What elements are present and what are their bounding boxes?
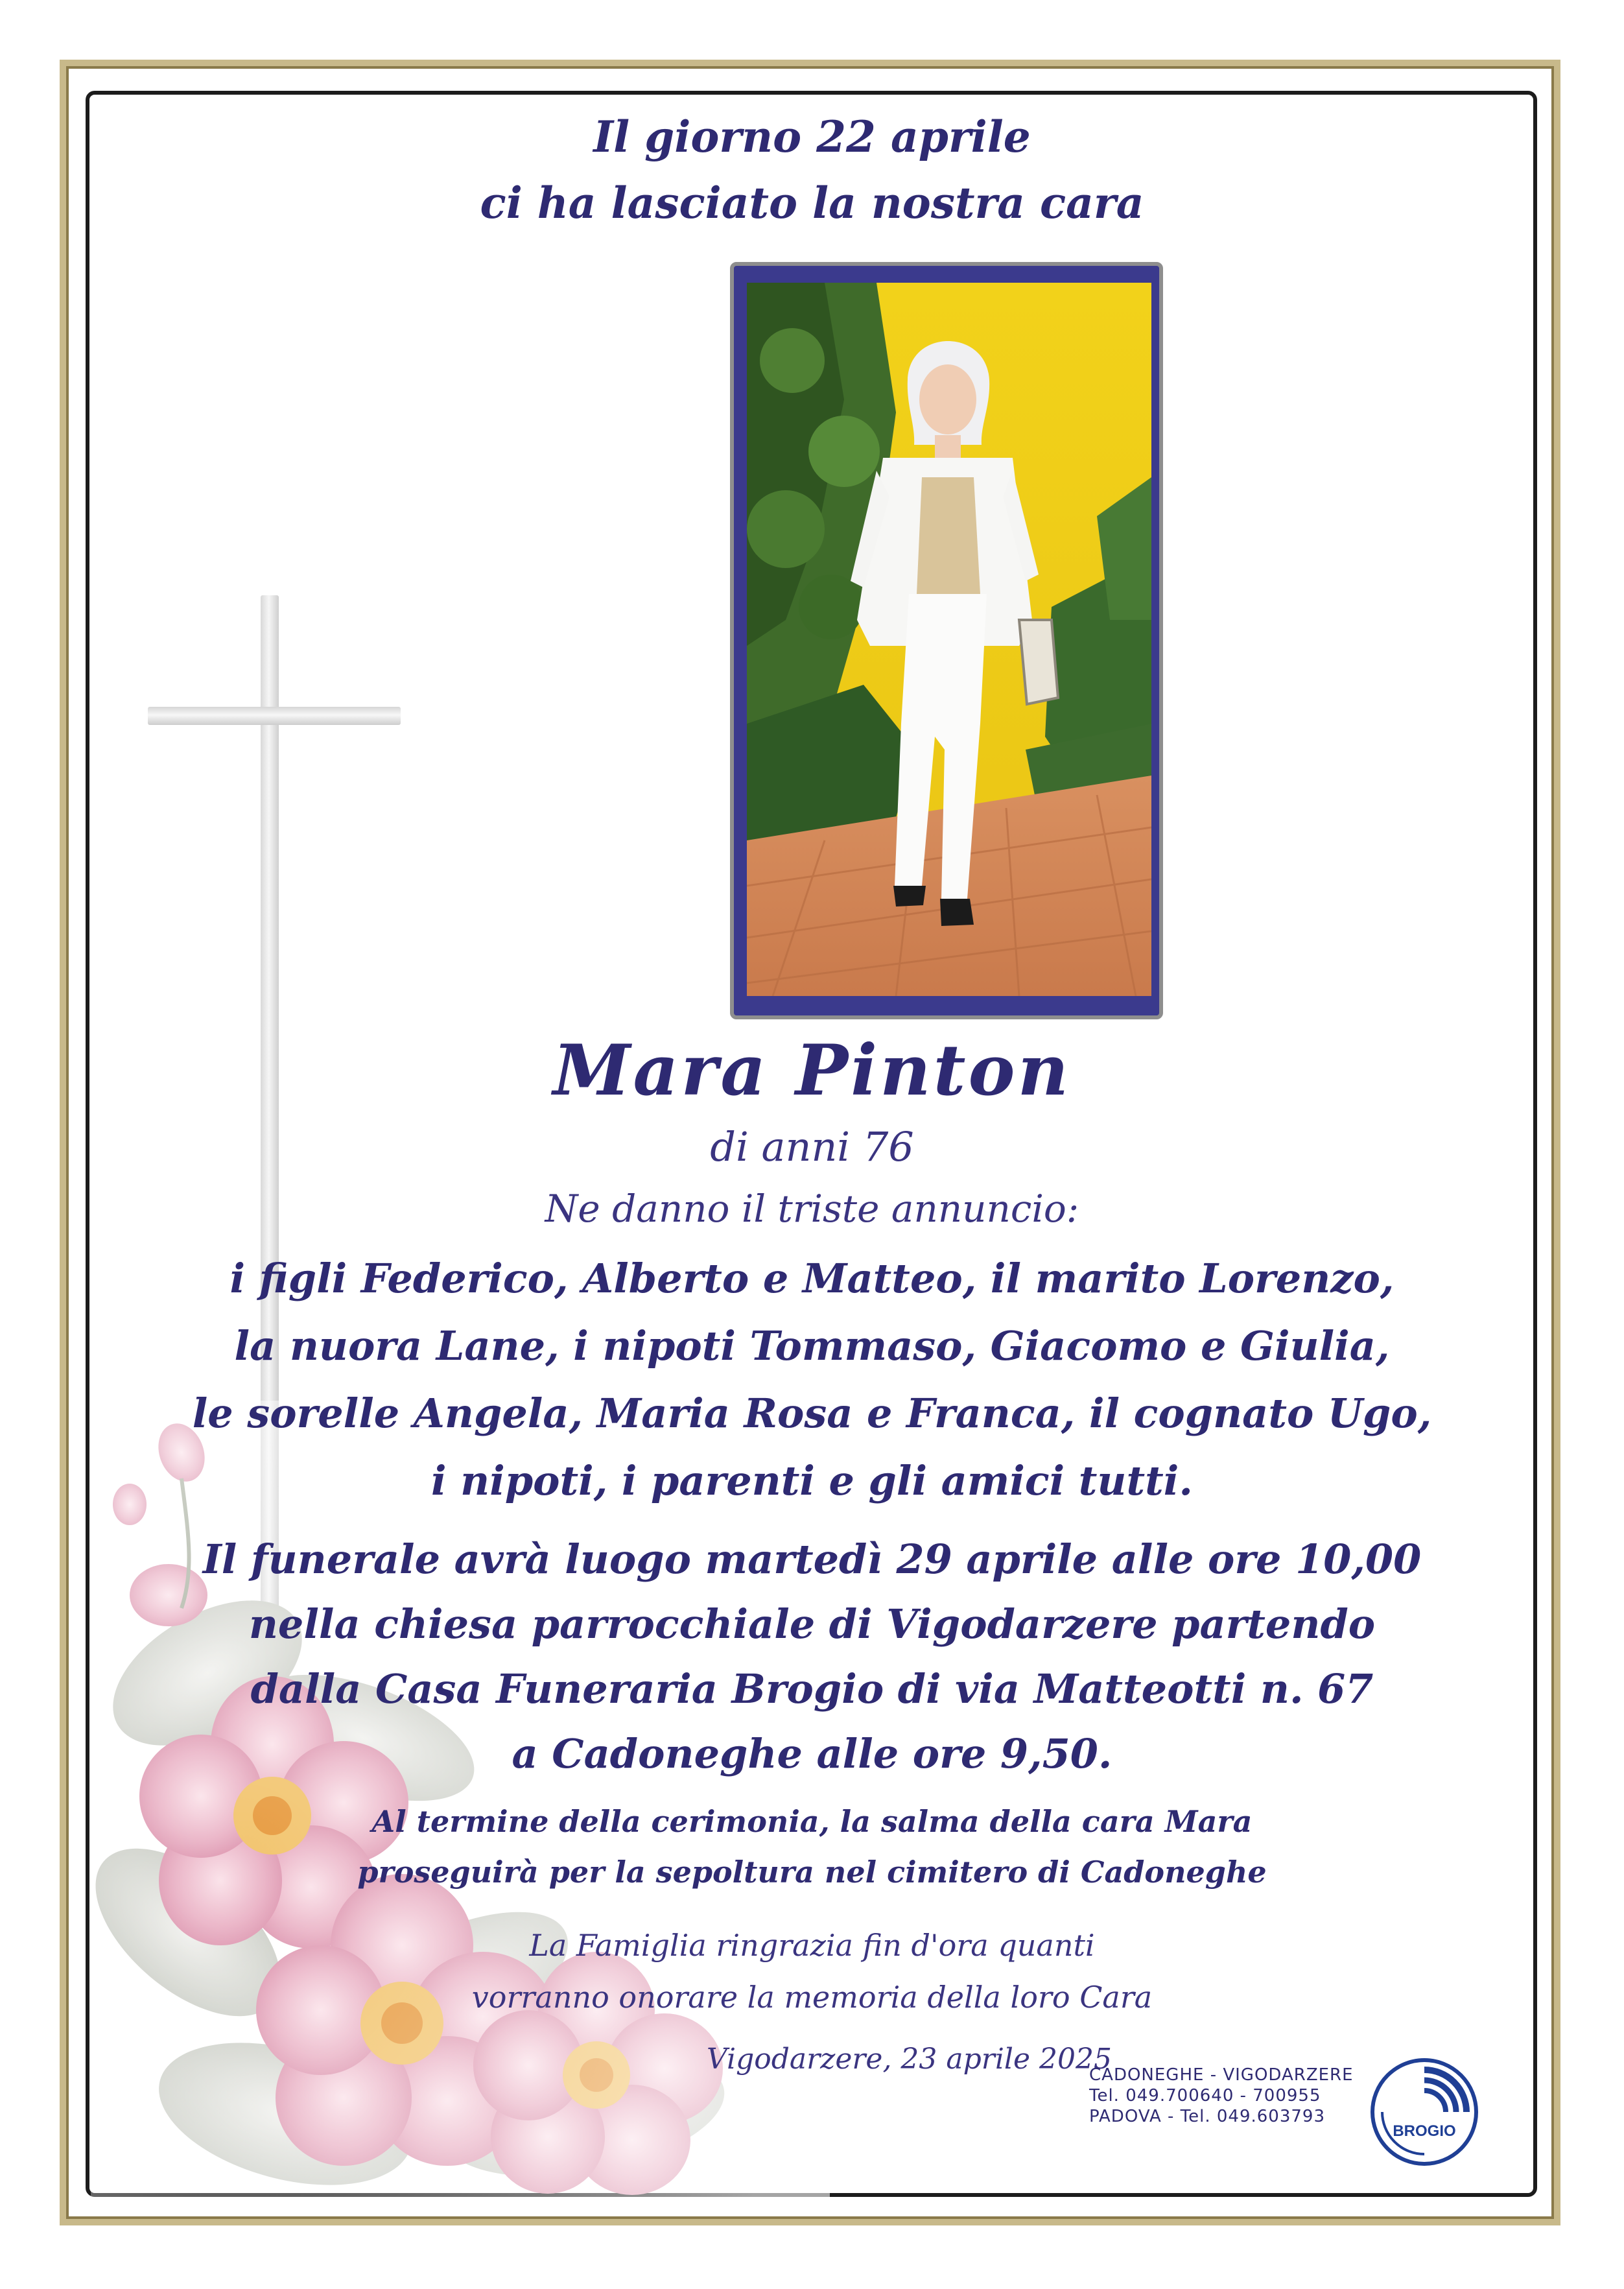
- agency-locations: CADONEGHE - VIGODARZERE: [1089, 2065, 1354, 2085]
- family-line: la nuora Lane, i nipoti Tommaso, Giacomo e Giulia,: [234, 1322, 1390, 1370]
- ceremony-line: proseguirà per la sepoltura nel cimitero di Cadoneghe: [357, 1855, 1267, 1890]
- intro-line: ci ha lasciato la nostra cara: [480, 178, 1144, 228]
- ceremony-details: [0, 1796, 1624, 1897]
- ceremony-line: Al termine della cerimonia, la salma della cara Mara: [371, 1804, 1253, 1839]
- intro-line: Il giorno 22 aprile: [593, 112, 1031, 162]
- agency-phone-1: Tel. 049.700640 - 700955: [1089, 2086, 1321, 2105]
- announcement-heading: Ne danno il triste annuncio:: [545, 1187, 1079, 1231]
- funeral-line: nella chiesa parrocchiale di Vigodarzere partendo: [248, 1600, 1376, 1648]
- funeral-line: a Cadoneghe alle ore 9,50.: [512, 1730, 1112, 1777]
- family-line: le sorelle Angela, Maria Rosa e Franca, il cognato Ugo,: [192, 1390, 1432, 1437]
- family-line: i nipoti, i parenti e gli amici tutti.: [431, 1457, 1193, 1504]
- intro-text: [0, 104, 1624, 236]
- funeral-details: [0, 1527, 1624, 1786]
- agency-contacts: [1089, 2065, 1354, 2127]
- agency-phone-2: PADOVA - Tel. 049.603793: [1089, 2107, 1326, 2126]
- thanks-line: La Famiglia ringrazia fin d'ora quanti: [529, 1928, 1095, 1963]
- thanks-text: [0, 1919, 1624, 2023]
- place-date: Vigodarzere, 23 aprile 2025: [707, 2043, 1112, 2076]
- family-list: [0, 1245, 1624, 1515]
- thanks-line: vorranno onorare la memoria della loro Cara: [471, 1980, 1153, 2015]
- deceased-age: di anni 76: [710, 1123, 914, 1170]
- funeral-line: dalla Casa Funeraria Brogio di via Matteotti n. 67: [250, 1665, 1374, 1713]
- brogio-logo-icon: [1369, 2057, 1479, 2167]
- portrait-photo: [747, 283, 1151, 996]
- logo-text: BROGIO: [1393, 2122, 1456, 2140]
- deceased-name: Mara Pinton: [552, 1030, 1072, 1111]
- funeral-line: Il funerale avrà luogo martedì 29 aprile alle ore 10,00: [202, 1536, 1422, 1583]
- family-line: i figli Federico, Alberto e Matteo, il marito Lorenzo,: [229, 1255, 1395, 1302]
- cross-icon-horizontal: [148, 707, 401, 725]
